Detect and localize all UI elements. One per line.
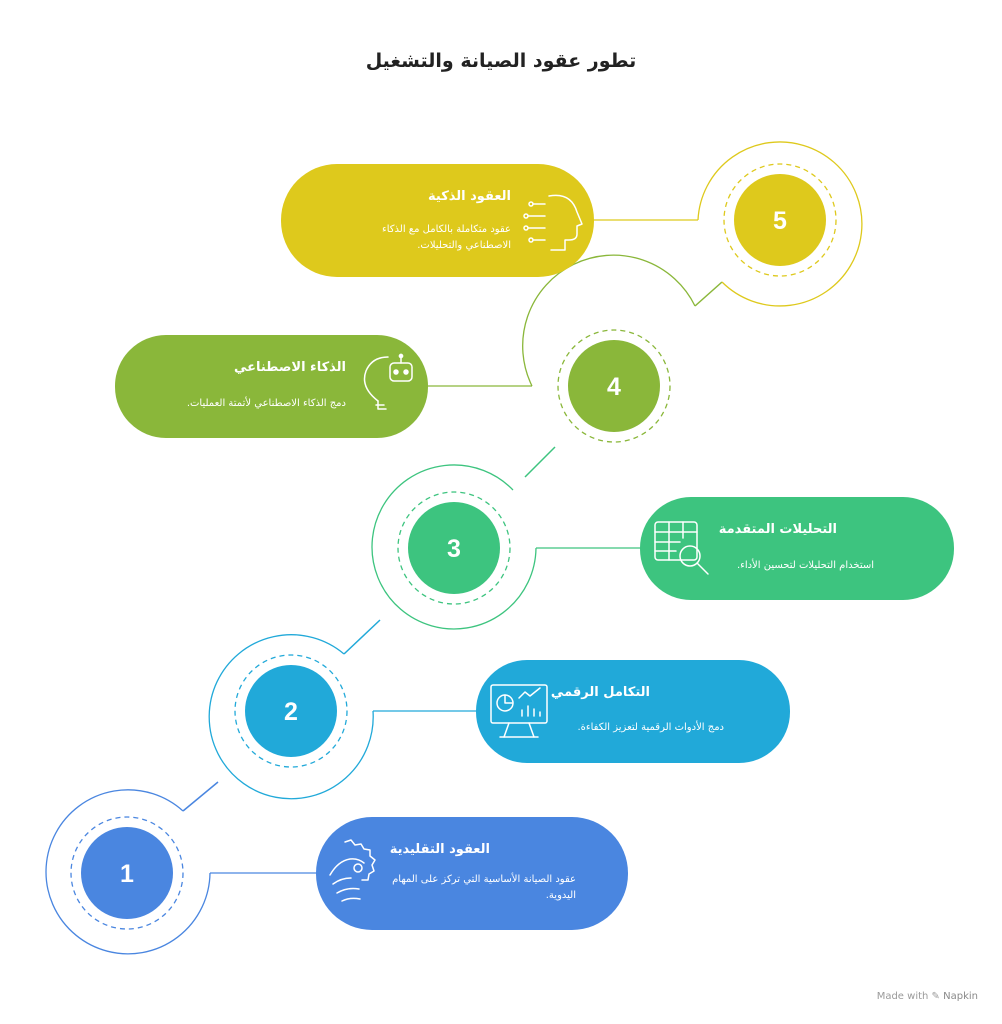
connector-3-4 <box>525 447 555 477</box>
step-2-description: دمج الأدوات الرقمية لتعزيز الكفاءة. <box>577 722 724 733</box>
step-3 <box>372 465 954 629</box>
napkin-watermark[interactable] <box>877 991 978 1002</box>
step-5-description: عقود متكاملة بالكامل مع الذكاء الاصطناعي والتحليلات. <box>382 224 511 251</box>
step-3-description: استخدام التحليلات لتحسين الأداء. <box>736 560 874 571</box>
step-5-number: 5 <box>773 207 787 235</box>
napkin-logo-icon: ✎ <box>931 991 940 1002</box>
step-3-card <box>640 497 954 600</box>
connector-4-5 <box>695 282 722 306</box>
page-title: تطور عقود الصيانة والتشغيل <box>365 50 637 72</box>
step-2-card <box>476 660 790 763</box>
step-2-number: 2 <box>284 698 298 726</box>
step-2-title: التكامل الرقمي <box>550 685 650 700</box>
step-3-number: 3 <box>447 535 461 563</box>
connector-1-2 <box>183 782 218 811</box>
step-4 <box>115 255 695 442</box>
napkin-brand: Napkin <box>943 991 978 1002</box>
step-1-description: عقود الصيانة الأساسية التي تركز على المهام اليدوية. <box>392 874 576 901</box>
step-4-number: 4 <box>607 373 621 401</box>
step-1-number: 1 <box>120 860 134 888</box>
step-3-title: التحليلات المتقدمة <box>718 522 837 537</box>
step-4-card <box>115 335 428 438</box>
step-5-card <box>281 164 594 277</box>
step-1-title: العقود التقليدية <box>389 842 490 857</box>
made-with-label: Made with <box>876 991 929 1002</box>
connector-2-3 <box>344 620 380 654</box>
step-5-title: العقود الذكية <box>428 189 511 204</box>
step-2 <box>209 635 790 799</box>
step-4-title: الذكاء الاصطناعي <box>233 360 346 375</box>
step-4-description: دمج الذكاء الاصطناعي لأتمتة العمليات. <box>186 398 346 409</box>
